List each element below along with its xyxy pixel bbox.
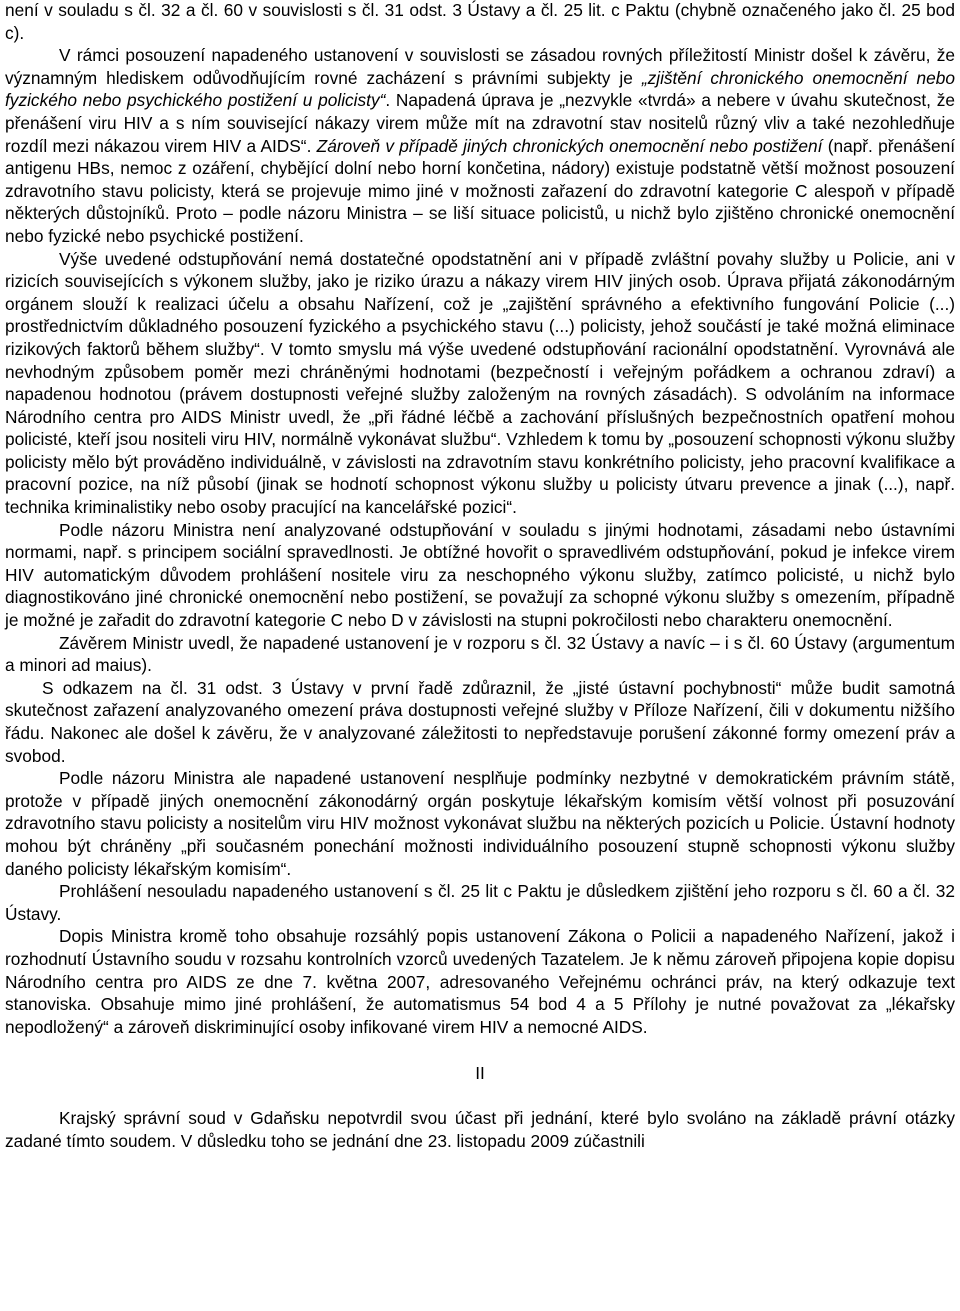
- document-body: [5, 0, 955, 1152]
- paragraph-pact-declaration: Prohlášení nesouladu napadeného ustanovení s čl. 25 lit c Paktu je důsledkem zjištění jeho rozporu s čl. 60 a čl. 32 Ústavy.: [5, 881, 955, 924]
- paragraph-democratic-state: Podle názoru Ministra ale napadené ustanovení nesplňuje podmínky nezbytné v demokratickém právním státě, protože v případě jiných onemocnění zákonodárný orgán poskytuje lékařským komisím větší volnost při posuzování zdravotního stavu policisty a nositelům viru HIV možnost vykonávat službu na některých pozicích u Policie. Ústavní hodnoty mohou být chráněny „při současném ponechání možnosti individuálního posouzení stupně schopnosti výkonu služby daného policisty lékařským komisím“.: [5, 768, 955, 879]
- paragraph-conclusion: Závěrem Ministr uvedl, že napadené ustanovení je v rozporu s čl. 32 Ústavy a navíc – i s čl. 60 Ústavy (argumentum a minori ad maius).: [5, 632, 955, 676]
- section-heading: II: [475, 1063, 485, 1084]
- text-run: (např. přenášení antigenu HBs, nemoc z ozáření, chybějící dolní nebo horní končetina, nádory) existuje podstatně větší možnost posouzení zdravotního stavu policisty, která se projevuje mimo jiné v možnosti zařazení do zdravotní kategorie C alespoň v případě některých důstojníků. Proto – podle názoru Ministra – se liší situace policistů, u nichž bylo zjištěno chronické onemocnění nebo fyzické nebo psychické postižení.: [5, 135, 956, 246]
- paragraph-social-justice: Podle názoru Ministra není analyzované odstupňování v souladu s jinými hodnotami, zásadami nebo ústavními normami, např. s principem sociální spravedlnosti. Je obtížné hovořit o spravedlivém odstupňování, pokud je infekce virem HIV automatickým důvodem prohlášení nositele viru za neschopného výkonu služby, zatímco policisté, u nichž bylo diagnostikováno jiné chronické onemocnění nebo postižení, se považují za schopné výkonu služby s omezením, případně je možné je zařadit do zdravotní kategorie C nebo D v závislosti na stupni pokročilosti nebo charakteru onemocnění.: [5, 519, 955, 631]
- paragraph-article-31: S odkazem na čl. 31 odst. 3 Ústavy v první řadě zdůraznil, že „jisté ústavní pochybnosti“ může budit samotná skutečnost zařazení analyzovaného omezení práva dostupnosti veřejné služby v Příloze Nařízení, čili v dokumentu nižšího řádu. Nakonec ale došel k závěru, že v analyzované záležitosti to nepředstavuje porušení zákonné formy omezení práv a svobod.: [5, 677, 955, 766]
- text-run: . Napadená úprava je „nezvykle «tvrdá» a nebere v úvahu skutečnost, že přenášení viru HIV a s ním související nákazy virem může mít na zdravotní stav nositelů různý vliv a také nezohledňuje rozdíl mezi nákazou virem HIV a AIDS“.: [5, 90, 955, 156]
- italic-quote: Zároveň v případě jiných chronických onemocnění nebo postižení: [316, 135, 823, 156]
- paragraph-ministr-assessment: [5, 44, 955, 247]
- paragraph-gradation: Výše uvedené odstupňování nemá dostatečné opodstatnění ani v případě zvláštní povahy služby u Policie, ani v rizicích souvisejících s výkonem služby, jako je riziko úrazu a nákazy virem HIV jiných osob. Úprava přijatá zákonodárným orgánem slouží k realizaci účelu a obsahu Nařízení, což je „zajištění správného a efektivního fungování Policie (...) prostřednictvím důkladného posouzení fyzického a psychického stavu (...) policisty, jehož součástí je také možná eliminace rizikových faktorů během služby“. V tomto smyslu má výše uvedené odstupňování racionální opodstatnění. Vyrovnává ale nevhodným způsobem poměr mezi chráněnými hodnotami (bezpečností i veřejným pořádkem a ochranou zdraví) a napadenou hodnotou (právem dostupnosti veřejné služby založeným na rovných zásadách). S odvoláním na informace Národního centra pro AIDS Ministr uvedl, že „při řádné léčbě a zachování příslušných bezpečnostních opatření mohou policisté, kteří jsou nositeli viru HIV, normálně vykonávat službu“. Vzhledem k tomu by „posouzení schopnosti výkonu služby policisty mělo být prováděno individuálně, v závislosti na zdravotním stavu konkrétního policisty, jeho pracovní kvalifikace a pracovní pozice, na níž působí (jinak se hodnotí schopnost výkonu služby u policisty útvaru prevence a jinak (...), např. technika kriminalistiky nebo osoby pracující na kancelářské pozici“.: [5, 248, 955, 518]
- paragraph-continuation: není v souladu s čl. 32 a čl. 60 v souvislosti s čl. 31 odst. 3 Ústavy a čl. 25 lit. c Paktu (chybně označeného jako čl. 25 bod c).: [5, 0, 955, 43]
- paragraph-court: Krajský správní soud v Gdaňsku nepotvrdil svou účast při jednání, které bylo svoláno na základě právní otázky zadané tímto soudem. V důsledku toho se jednání dne 23. listopadu 2009 zúčastnili: [5, 1107, 955, 1151]
- italic-quote: „zjištění chronického onemocnění nebo fyzického nebo psychického postižení u policisty“: [5, 67, 956, 111]
- text-run: V rámci posouzení napadeného ustanovení v souvislosti se zásadou rovných příležitostí Ministr došel k závěru, že významným hlediskem odůvodňujícím rovné zacházení s právními subjekty je: [5, 45, 955, 88]
- paragraph-letter-description: Dopis Ministra kromě toho obsahuje rozsáhlý popis ustanovení Zákona o Policii a napadeného Nařízení, jakož i rozhodnutí Ústavního soudu v rozsahu kontrolních vzorců uvedených Tazatelem. Je k němu zároveň připojena kopie dopisu Národního centra pro AIDS ze dne 7. května 2007, adresovaného Veřejnému ochránci práv, na který odkazuje text stanoviska. Obsahuje mimo jiné prohlášení, že automatismus 54 bod 4 a 5 Přílohy je nutné považovat za „lékařsky nepodložený“ a zároveň diskriminující osoby infikované virem HIV a nemocné AIDS.: [5, 926, 955, 1037]
